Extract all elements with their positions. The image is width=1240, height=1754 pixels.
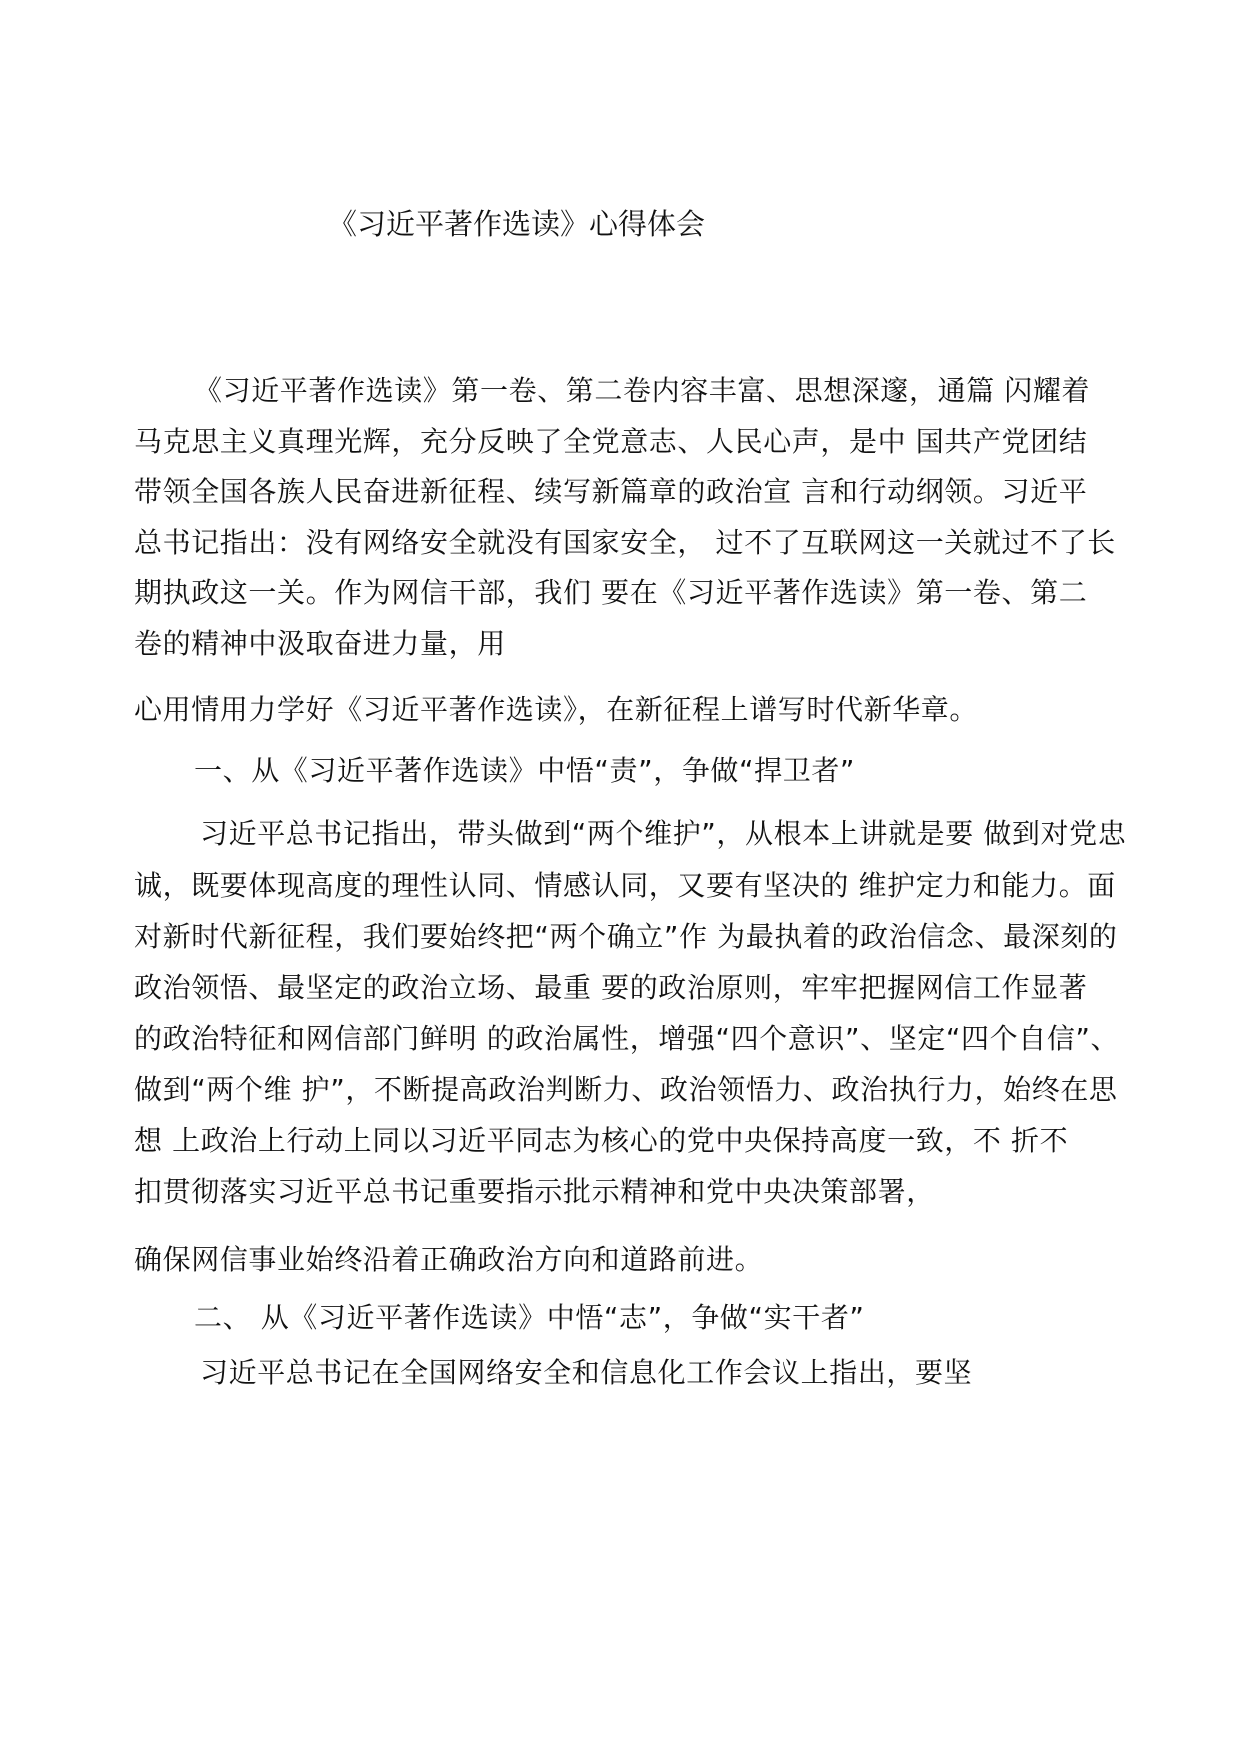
paragraph-line: 的政治特征和网信部门鲜明 的政治属性，增强“四个意识”、坚定“四个自信”、	[134, 1022, 1120, 1055]
paragraph-line: 确保网信事业始终沿着正确政治方向和道路前进。	[134, 1243, 764, 1276]
paragraph-line: 想 上政治上行动上同以习近平同志为核心的党中央保持高度一致，不 折不	[134, 1124, 1069, 1157]
paragraph-line: 诚，既要体现高度的理性认同、情感认同，又要有坚决的 维护定力和能力。面	[134, 869, 1116, 902]
paragraph-line: 总书记指出：没有网络安全就没有国家安全， 过不了互联网这一关就过不了长	[134, 526, 1116, 559]
paragraph-line: 扣贯彻落实习近平总书记重要指示批示精神和党中央决策部署，	[134, 1175, 935, 1208]
paragraph-line: 马克思主义真理光辉，充分反映了全党意志、人民心声，是中 国共产党团结	[134, 425, 1088, 458]
paragraph-line: 政治领悟、最坚定的政治立场、最重 要的政治原则，牢牢把握网信工作显著	[134, 971, 1088, 1004]
paragraph-line: 做到“两个维 护”，不断提高政治判断力、政治领悟力、政治执行力，始终在思	[134, 1073, 1118, 1106]
paragraph-line: 带领全国各族人民奋进新征程、续写新篇章的政治宣 言和行动纲领。习近平	[134, 475, 1088, 508]
paragraph-line: 习近平总书记在全国网络安全和信息化工作会议上指出，要坚	[200, 1356, 973, 1389]
paragraph-line: 期执政这一关。作为网信干部，我们 要在《习近平著作选读》第一卷、第二	[134, 576, 1088, 609]
paragraph-line: 习近平总书记指出，带头做到“两个维护”，从根本上讲就是要 做到对党忠	[200, 817, 1127, 850]
paragraph-line: 心用情用力学好《习近平著作选读》，在新征程上谱写时代新华章。	[134, 693, 979, 726]
section-heading-2: 二、 从《习近平著作选读》中悟“志”，争做“实干者”	[194, 1301, 865, 1334]
paragraph-line: 《习近平著作选读》第一卷、第二卷内容丰富、思想深邃，通篇 闪耀着	[194, 374, 1091, 407]
paragraph-line: 对新时代新征程，我们要始终把“两个确立”作 为最执着的政治信念、最深刻的	[134, 920, 1118, 953]
section-heading-1: 一、从《习近平著作选读》中悟“责”，争做“捍卫者”	[194, 754, 856, 787]
document-title: 《习近平著作选读》心得体会	[328, 207, 706, 241]
paragraph-line: 卷的精神中汲取奋进力量，用	[134, 627, 506, 660]
